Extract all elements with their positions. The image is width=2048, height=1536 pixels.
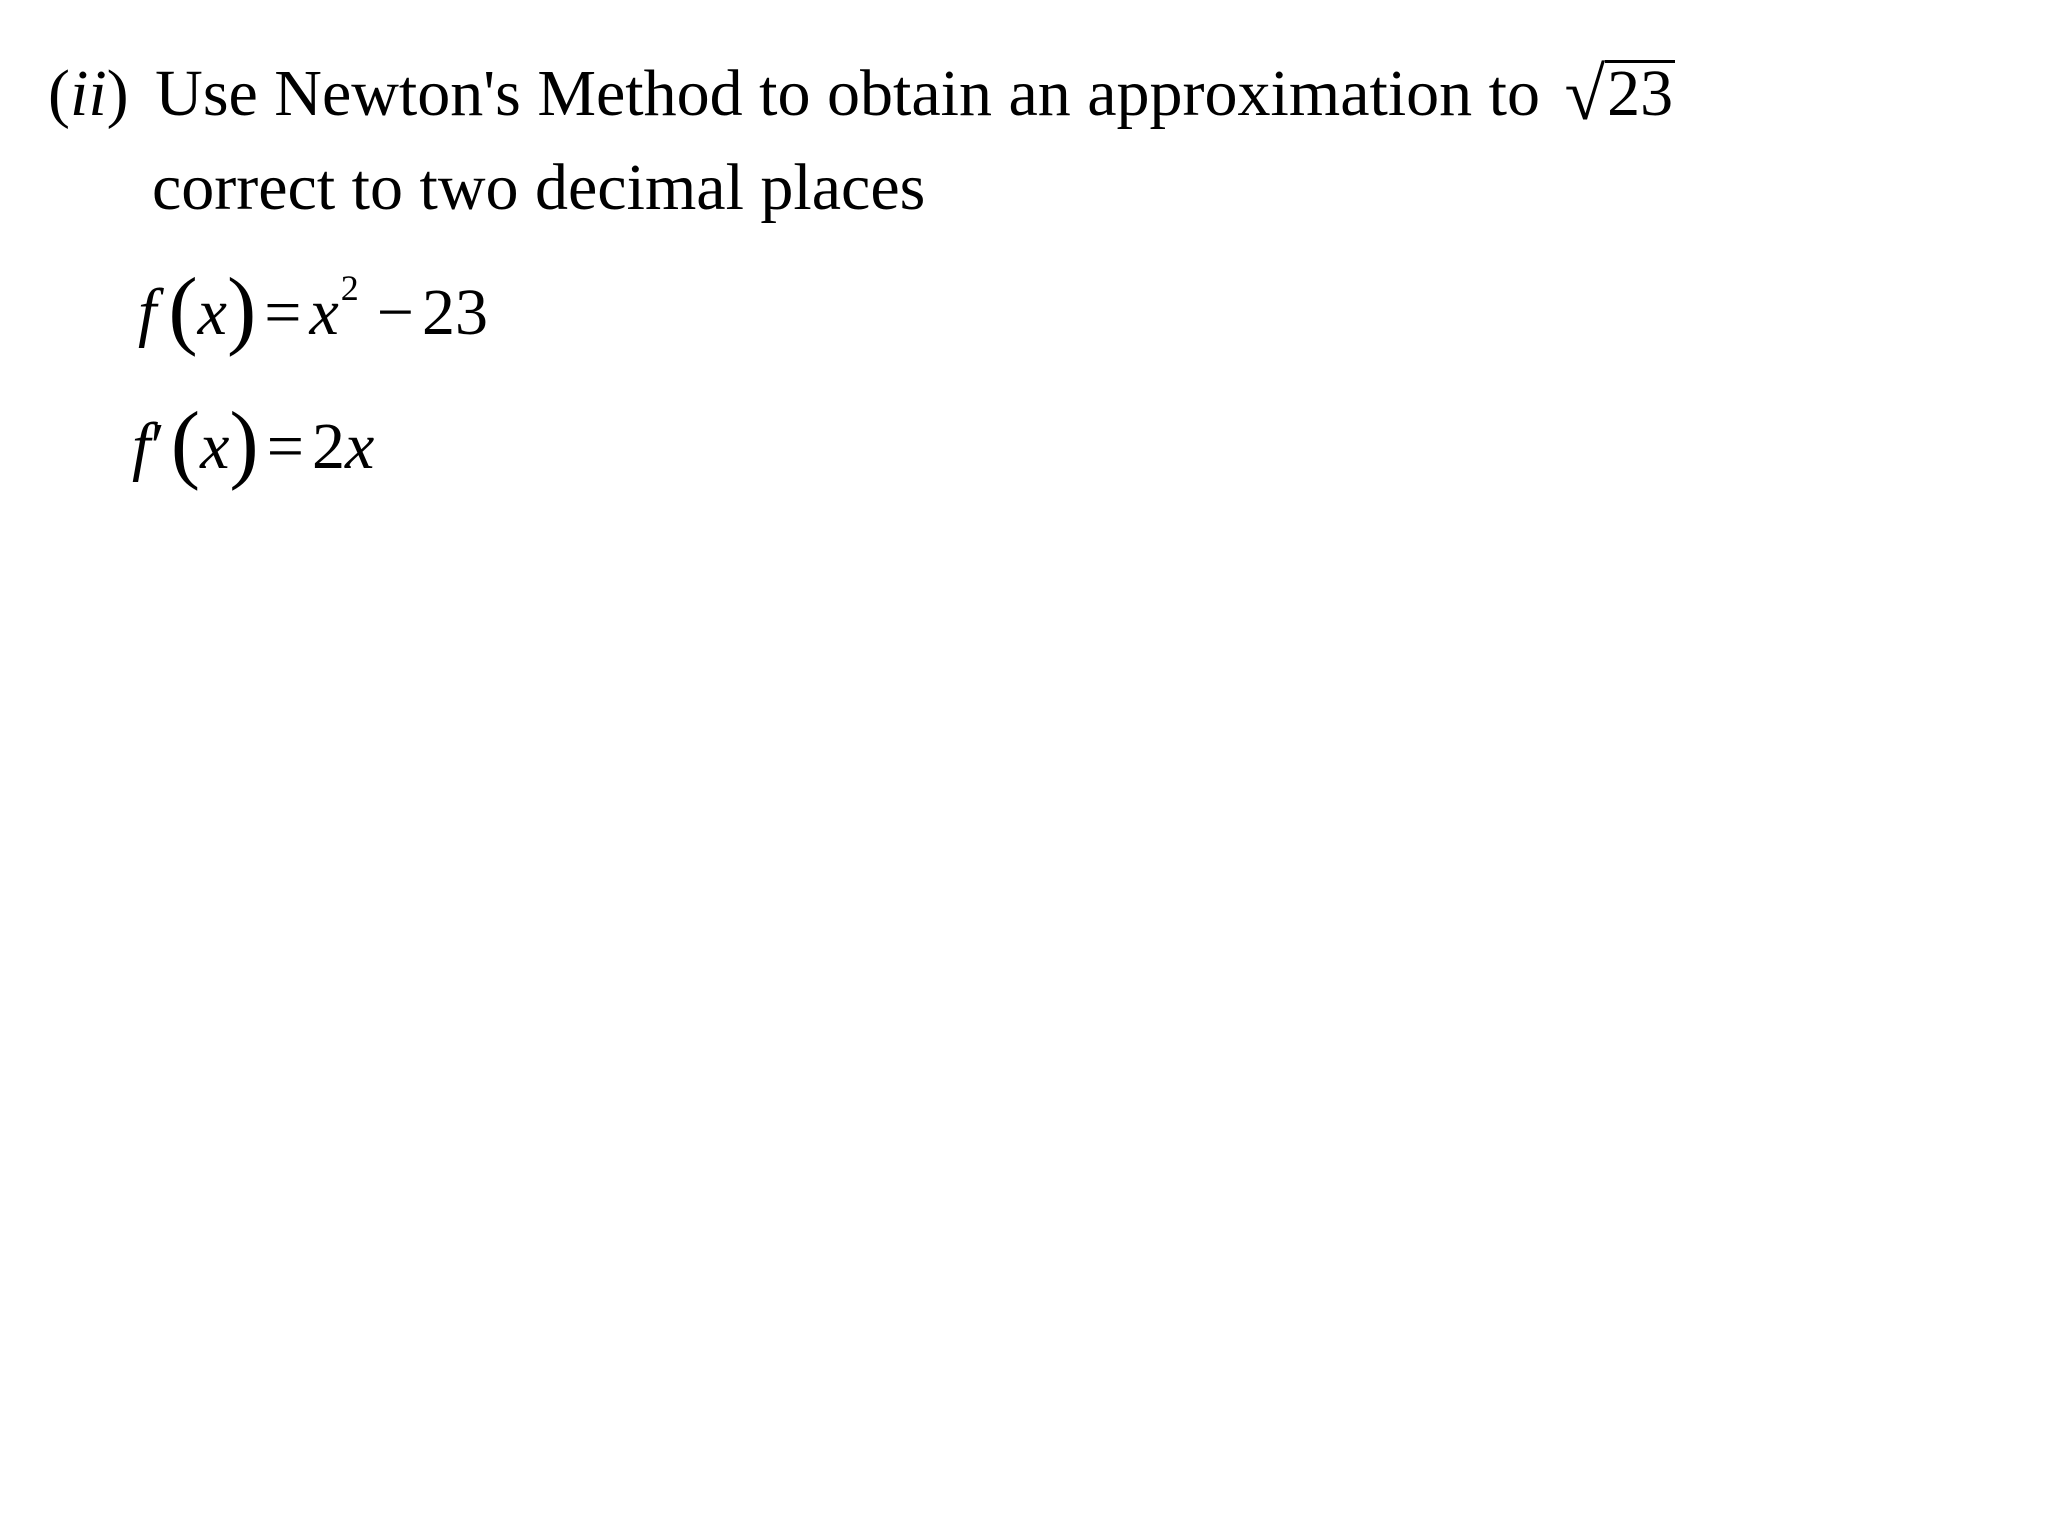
prime-mark: ′ — [150, 410, 165, 483]
minus-sign: − — [376, 276, 415, 349]
question-text-1: Use Newton's Method to obtain an approximation to — [155, 57, 1540, 130]
rhs-variable: x — [309, 276, 339, 349]
equation-f — [138, 261, 489, 358]
part-label: (ii) — [48, 57, 129, 130]
equals-sign: = — [266, 410, 304, 483]
radical-sign-icon: √ — [1564, 54, 1606, 136]
paren-close: ) — [229, 395, 259, 492]
function-name-fprime: f — [132, 410, 151, 483]
paren-open: ( — [170, 395, 201, 492]
paren-open: ( — [168, 261, 198, 358]
square-root-expression — [1564, 54, 1676, 136]
question-text-2: correct to two decimal places — [152, 151, 926, 224]
function-name-f: f — [138, 276, 157, 349]
part-label-text: ii — [69, 57, 107, 130]
radicand: 23 — [1607, 57, 1674, 130]
rhs-variable: x — [344, 410, 375, 483]
coefficient: 2 — [311, 410, 345, 483]
paren-close: ) — [226, 261, 257, 358]
equals-sign: = — [264, 276, 302, 349]
question-line-2 — [152, 151, 926, 224]
equation-fprime — [132, 395, 375, 492]
question-line-1 — [48, 54, 1675, 136]
constant: 23 — [422, 276, 489, 349]
function-variable: x — [197, 276, 227, 349]
function-variable: x — [200, 410, 230, 483]
exponent: 2 — [340, 268, 359, 308]
